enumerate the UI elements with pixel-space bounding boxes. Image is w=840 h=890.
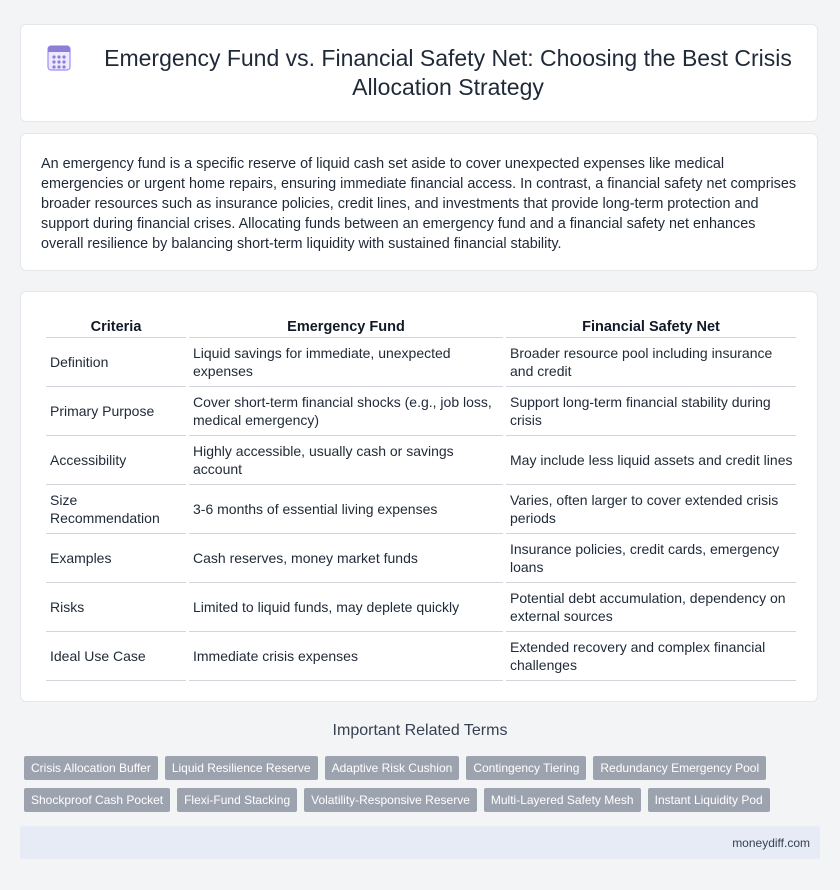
criteria-cell: Primary Purpose (46, 387, 186, 436)
related-term-tag[interactable]: Adaptive Risk Cushion (325, 756, 460, 780)
related-term-tag[interactable]: Liquid Resilience Reserve (165, 756, 318, 780)
criteria-cell: Accessibility (46, 436, 186, 485)
comparison-table (43, 316, 799, 681)
related-terms-tags (24, 756, 814, 820)
header-card (20, 24, 818, 122)
table-row (46, 583, 796, 632)
safety-net-cell: May include less liquid assets and credit lines (506, 436, 796, 485)
footer-bar (20, 826, 820, 859)
footer-site-link[interactable]: moneydiff.com (732, 836, 810, 850)
comparison-table-card (20, 291, 818, 702)
column-header-emergency-fund: Emergency Fund (189, 316, 503, 338)
emergency-fund-cell: Highly accessible, usually cash or savings account (189, 436, 503, 485)
criteria-cell: Ideal Use Case (46, 632, 186, 681)
related-term-tag[interactable]: Crisis Allocation Buffer (24, 756, 158, 780)
related-terms-heading: Important Related Terms (332, 722, 508, 739)
related-term-tag[interactable]: Instant Liquidity Pod (648, 788, 770, 812)
criteria-cell: Definition (46, 338, 186, 387)
emergency-fund-cell: Cash reserves, money market funds (189, 534, 503, 583)
safety-net-cell: Broader resource pool including insurance and credit (506, 338, 796, 387)
table-header-row (46, 316, 796, 338)
safety-net-cell: Potential debt accumulation, dependency on external sources (506, 583, 796, 632)
related-term-tag[interactable]: Volatility-Responsive Reserve (304, 788, 477, 812)
criteria-cell: Size Recommendation (46, 485, 186, 534)
intro-card (20, 133, 818, 271)
safety-net-cell: Support long-term financial stability during crisis (506, 387, 796, 436)
table-row (46, 387, 796, 436)
emergency-fund-cell: 3-6 months of essential living expenses (189, 485, 503, 534)
page-title: Emergency Fund vs. Financial Safety Net: Choosing the Best Crisis Allocation Strategy (104, 45, 792, 100)
emergency-fund-cell: Cover short-term financial shocks (e.g., job loss, medical emergency) (189, 387, 503, 436)
table-row (46, 534, 796, 583)
safety-net-cell: Varies, often larger to cover extended crisis periods (506, 485, 796, 534)
related-term-tag[interactable]: Flexi-Fund Stacking (177, 788, 297, 812)
criteria-cell: Examples (46, 534, 186, 583)
related-term-tag[interactable]: Redundancy Emergency Pool (593, 756, 766, 780)
tag-row (24, 756, 814, 780)
tag-row (24, 788, 814, 812)
safety-net-cell: Insurance policies, credit cards, emergency loans (506, 534, 796, 583)
criteria-cell: Risks (46, 583, 186, 632)
table-row (46, 485, 796, 534)
calculator-icon (47, 45, 71, 71)
related-term-tag[interactable]: Shockproof Cash Pocket (24, 788, 170, 812)
column-header-criteria: Criteria (46, 316, 186, 338)
column-header-safety-net: Financial Safety Net (506, 316, 796, 338)
related-term-tag[interactable]: Contingency Tiering (466, 756, 586, 780)
intro-paragraph: An emergency fund is a specific reserve of liquid cash set aside to cover unexpected expenses like medical emergencies or urgent home repairs, ensuring immediate financial access. In contrast, a financial safety net comprises broader resources such as insurance policies, credit lines, and investments that provide long-term protection and support during financial crises. Allocating funds between an emergency fund and a financial safety net enhances overall resilience by balancing short-term liquidity with sustained financial stability. (41, 156, 797, 252)
safety-net-cell: Extended recovery and complex financial challenges (506, 632, 796, 681)
emergency-fund-cell: Immediate crisis expenses (189, 632, 503, 681)
related-term-tag[interactable]: Multi-Layered Safety Mesh (484, 788, 641, 812)
emergency-fund-cell: Liquid savings for immediate, unexpected expenses (189, 338, 503, 387)
table-row (46, 436, 796, 485)
emergency-fund-cell: Limited to liquid funds, may deplete quickly (189, 583, 503, 632)
table-row (46, 338, 796, 387)
table-row (46, 632, 796, 681)
